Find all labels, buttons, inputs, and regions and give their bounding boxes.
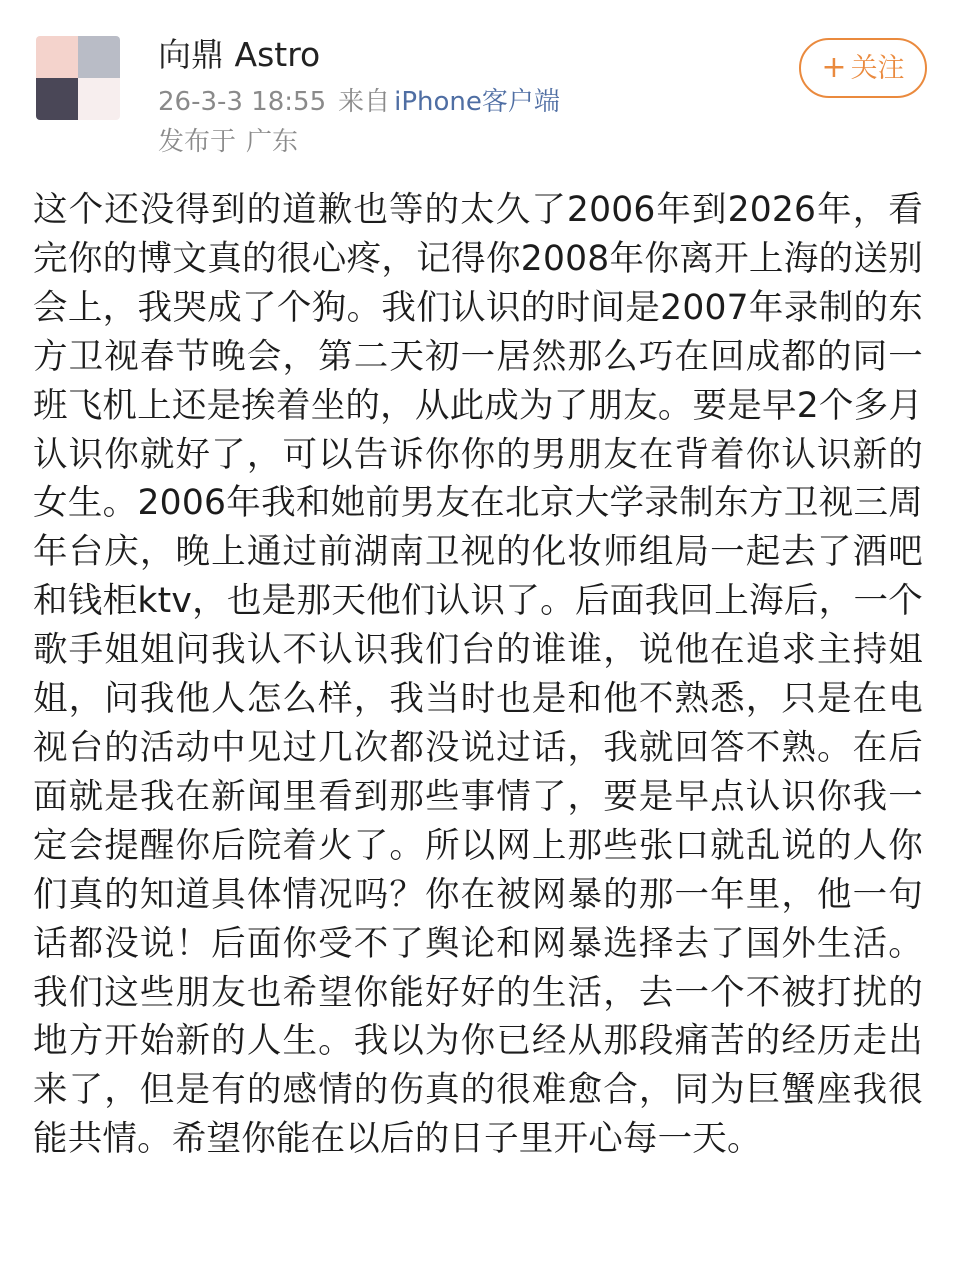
avatar-pixel: [78, 36, 120, 78]
post-text: 这个还没得到的道歉也等的太久了2006年到2026年，看完你的博文真的很心疼，记得你2008年你离开上海的送别会上，我哭成了个狗。我们认识的时间是2007年录制的东方卫视春节晚会，第二天初一居然那么巧在回成都的同一班飞机上还是挨着坐的，从此成为了朋友。要是早2个多月认识你就好了，可以告诉你你的男朋友在背着你认识新的女生。2006年我和她前男友在北京大学录制东方卫视三周年台庆，晚上通过前湖南卫视的化妆师组局一起去了酒吧和钱柜ktv，也是那天他们认识了。后面我回上海后，一个歌手姐姐问我认不认识我们台的谁谁，说他在追求主持姐姐，问我他人怎么样，我当时也是和他不熟悉，只是在电视台的活动中见过几次都没说过话，我就回答不熟。在后面就是我在新闻里看到那些事情了，要是早点认识你我一定会提醒你后院着火了。所以网上那些张口就乱说的人你们真的知道具体情况吗？你在被网暴的那一年里，他一句话都没说！后面你受不了舆论和网暴选择去了国外生活。我们这些朋友也希望你能好好的生活，去一个不被打扰的地方开始新的人生。我以为你已经从那段痛苦的经历走出来了，但是有的感情的伤真的很难愈合，同为巨蟹座我很能共情。希望你能在以后的日子里开心每一天。: [33, 190, 923, 1160]
post-location: [158, 124, 298, 160]
plus-icon: +: [821, 50, 847, 85]
follow-label: 关注: [850, 53, 905, 84]
avatar[interactable]: [36, 36, 120, 120]
post-meta: [158, 84, 560, 120]
location-value: 广东: [246, 127, 299, 157]
post-timestamp: 26-3-3 18:55: [158, 87, 327, 117]
avatar-pixel: [78, 78, 120, 120]
username[interactable]: 向鼎 Astro: [158, 35, 321, 74]
location-prefix: 发布于: [158, 127, 237, 157]
source-prefix: 来自: [338, 87, 391, 117]
avatar-pixel: [36, 78, 78, 120]
follow-button[interactable]: [799, 38, 927, 98]
avatar-pixel: [36, 36, 78, 78]
source-client-link[interactable]: iPhone客户端: [394, 87, 560, 117]
